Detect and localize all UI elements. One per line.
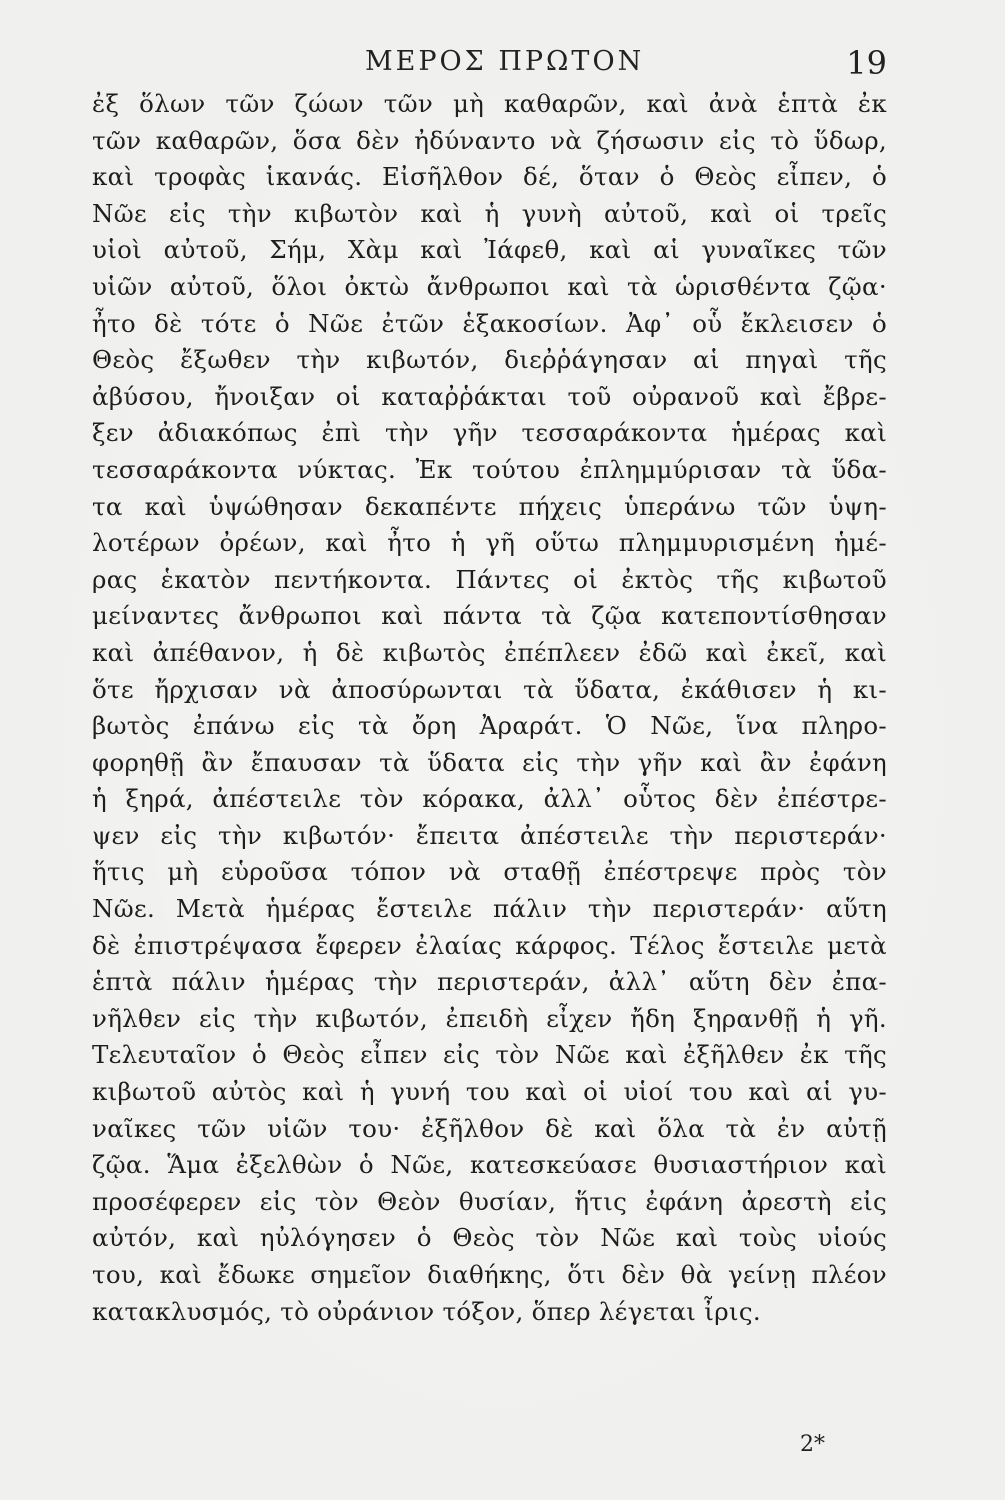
text-line: ζῷα. Ἅμα ἐξελθὼν ὁ Νῶε, κατεσκεύασε θυσιαστήριον καὶ <box>92 1150 887 1180</box>
text-line: καὶ ἀπέθανον, ἡ δὲ κιβωτὸς ἐπέπλεεν ἐδῶ καὶ ἐκεῖ, καὶ <box>92 637 887 667</box>
text-line: υἱῶν αὐτοῦ, ὅλοι ὀκτὼ ἄνθρωποι καὶ τὰ ὡρισθέντα ζῷα· <box>92 271 887 301</box>
text-line: νῆλθεν εἰς τὴν κιβωτόν, ἐπειδὴ εἶχεν ἤδη ξηρανθῇ ἡ γῆ. <box>92 1003 887 1033</box>
text-line: υἱοὶ αὐτοῦ, Σήμ, Χὰμ καὶ Ἰάφεθ, καὶ αἱ γυναῖκες τῶν <box>92 235 887 265</box>
text-line: του, καὶ ἔδωκε σημεῖον διαθήκης, ὅτι δὲν θὰ γείνῃ πλέον <box>92 1260 887 1289</box>
text-line: κατακλυσμός, τὸ οὐράνιον τόξον, ὅπερ λέγεται ἶρις. <box>92 1296 761 1326</box>
text-line: ναῖκες τῶν υἱῶν του· ἐξῆλθον δὲ καὶ ὅλα τὰ ἐν αὐτῇ <box>92 1113 887 1143</box>
text-line: αὐτόν, καὶ ηὐλόγησεν ὁ Θεὸς τὸν Νῶε καὶ τοὺς υἱούς <box>92 1223 887 1253</box>
text-line: ὅτε ἤρχισαν νὰ ἀποσύρωνται τὰ ὕδατα, ἐκάθισεν ἡ κι- <box>92 674 887 704</box>
text-line: Νῶε εἰς τὴν κιβωτὸν καὶ ἡ γυνὴ αὐτοῦ, καὶ οἱ τρεῖς <box>92 198 887 228</box>
text-line: ρας ἑκατὸν πεντήκοντα. Πάντες οἱ ἐκτὸς τῆς κιβωτοῦ <box>92 564 887 594</box>
text-line: λοτέρων ὀρέων, καὶ ἦτο ἡ γῆ οὕτω πλημμυρισμένη ἡμέ- <box>92 528 887 558</box>
running-head: ΜΕΡΟΣ ΠΡΩΤΟΝ <box>365 46 645 77</box>
text-line: ξεν ἀδιακόπως ἐπὶ τὴν γῆν τεσσαράκοντα ἡμέρας καὶ <box>92 418 887 448</box>
page-number: 19 <box>846 44 887 82</box>
text-line: φορηθῇ ἂν ἔπαυσαν τὰ ὕδατα εἰς τὴν γῆν καὶ ἂν ἐφάνη <box>92 747 887 777</box>
text-line: προσέφερεν εἰς τὸν Θεὸν θυσίαν, ἥτις ἐφάνη ἀρεστὴ εἰς <box>92 1186 887 1216</box>
text-line: Νῶε. Μετὰ ἡμέρας ἔστειλε πάλιν τὴν περιστεράν· αὕτη <box>92 894 887 924</box>
text-line: Τελευταῖον ὁ Θεὸς εἶπεν εἰς τὸν Νῶε καὶ ἐξῆλθεν ἐκ τῆς <box>92 1040 887 1070</box>
text-line: κιβωτοῦ αὐτὸς καὶ ἡ γυνή του καὶ οἱ υἱοί του καὶ αἱ γυ- <box>92 1077 887 1107</box>
text-line: ἑπτὰ πάλιν ἡμέρας τὴν περιστεράν, ἀλλ᾽ αὕτη δὲν ἐπα- <box>92 967 887 997</box>
text-line: τῶν καθαρῶν, ὅσα δὲν ἠδύναντο νὰ ζήσωσιν εἰς τὸ ὕδωρ, <box>92 125 887 155</box>
text-line: ἀβύσου, ἤνοιξαν οἱ καταῤῥάκται τοῦ οὐρανοῦ καὶ ἔβρε- <box>92 381 887 411</box>
body-text <box>92 86 887 1330</box>
text-line: μείναντες ἄνθρωποι καὶ πάντα τὰ ζῷα κατεποντίσθησαν <box>92 601 887 631</box>
text-line: ψεν εἰς τὴν κιβωτόν· ἔπειτα ἀπέστειλε τὴν περιστεράν· <box>92 820 887 850</box>
text-line: ἥτις μὴ εὑροῦσα τόπον νὰ σταθῇ ἐπέστρεψε πρὸς τὸν <box>92 857 887 887</box>
text-line: δὲ ἐπιστρέψασα ἔφερεν ἐλαίας κάρφος. Τέλος ἔστειλε μετὰ <box>92 930 887 960</box>
text-line: ἦτο δὲ τότε ὁ Νῶε ἐτῶν ἑξακοσίων. Ἀφ᾽ οὗ ἔκλεισεν ὁ <box>92 308 887 338</box>
text-line: τα καὶ ὑψώθησαν δεκαπέντε πήχεις ὑπεράνω τῶν ὑψη- <box>92 491 887 521</box>
page-header <box>0 46 1005 86</box>
text-line: βωτὸς ἐπάνω εἰς τὰ ὄρη Ἀραράτ. Ὁ Νῶε, ἵνα πληρο- <box>92 711 887 741</box>
text-line: ἐξ ὅλων τῶν ζώων τῶν μὴ καθαρῶν, καὶ ἀνὰ ἑπτὰ ἐκ <box>92 89 887 118</box>
text-line: καὶ τροφὰς ἱκανάς. Εἰσῆλθον δέ, ὅταν ὁ Θεὸς εἶπεν, ὁ <box>92 162 887 192</box>
text-line: ἡ ξηρά, ἀπέστειλε τὸν κόρακα, ἀλλ᾽ οὗτος δὲν ἐπέστρε- <box>92 784 887 814</box>
text-line: τεσσαράκοντα νύκτας. Ἐκ τούτου ἐπλημμύρισαν τὰ ὕδα- <box>92 454 887 484</box>
signature-mark: 2* <box>800 1432 825 1457</box>
text-line: Θεὸς ἔξωθεν τὴν κιβωτόν, διεῤῥάγησαν αἱ πηγαὶ τῆς <box>92 345 887 375</box>
